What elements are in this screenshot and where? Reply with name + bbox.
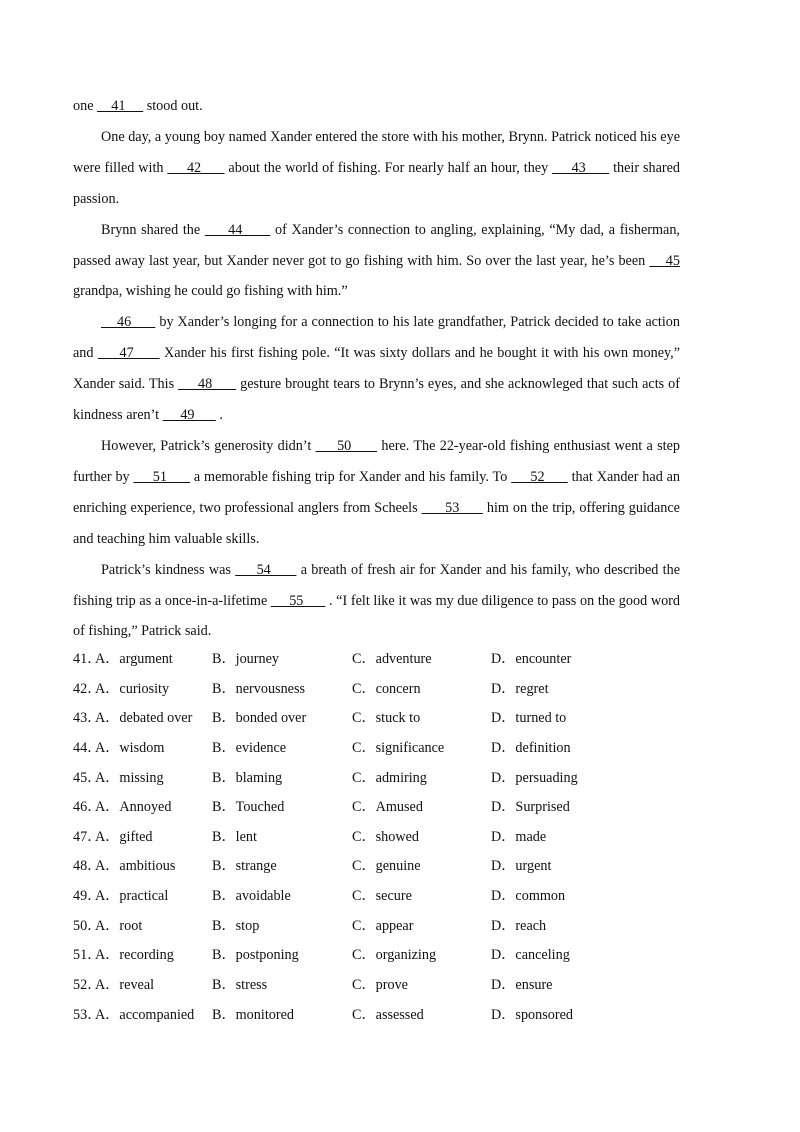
option-c: C．assessed (352, 1006, 424, 1023)
option-c: C．significance (352, 739, 445, 756)
question-number: 46． (73, 799, 102, 816)
question-number: 47． (73, 828, 102, 845)
passage-text: of Xander’s connection to angling, explaining, “My dad, a fisherman, passed away last year, but Xander never got to go fishing with him. So over the last year, he’s been (73, 221, 680, 269)
blank-46: 46 (101, 314, 156, 331)
paragraph-1 (73, 122, 680, 215)
blank-53: 53 (421, 499, 483, 516)
option-a: A．recording (95, 947, 174, 964)
question-number: 52． (73, 976, 102, 993)
option-a: A．gifted (95, 828, 153, 845)
option-a: A．reveal (95, 976, 155, 993)
blank-41: 41 (97, 98, 144, 114)
blank-52: 52 (511, 468, 568, 485)
option-a: A．argument (95, 651, 173, 667)
passage-text: a memorable fishing trip for Xander and his family. To (190, 468, 512, 485)
option-row-46 (73, 793, 693, 823)
option-c: C．organizing (352, 947, 437, 964)
option-row-44 (73, 734, 693, 764)
paragraph-4 (73, 431, 680, 555)
option-c: C．stuck to (352, 710, 421, 727)
option-d: D．sponsored (491, 1006, 573, 1023)
cloze-passage (73, 91, 680, 647)
question-number: 53． (73, 1006, 102, 1023)
option-d: D．ensure (491, 976, 553, 993)
option-a: A．missing (95, 769, 164, 786)
option-d: D．made (491, 828, 547, 845)
question-number: 43． (73, 710, 102, 727)
option-row-53 (73, 1001, 693, 1031)
blank-45: 45 (649, 252, 680, 269)
blank-51: 51 (133, 468, 191, 485)
option-c: C．secure (352, 888, 412, 904)
passage-text: that Xander had an enriching experience, two professional anglers from Scheels (73, 468, 681, 516)
option-b: B．postponing (212, 947, 299, 964)
option-d: D．canceling (491, 947, 570, 964)
option-d: D．persuading (491, 769, 578, 786)
passage-text: their shared passion. (73, 159, 680, 207)
option-d: D．regret (491, 680, 549, 697)
option-d: D．turned to (491, 710, 567, 727)
option-row-41 (73, 645, 693, 675)
option-c: C．adventure (352, 651, 432, 667)
passage-text: Patrick’s kindness was (101, 561, 236, 578)
paragraph-2 (73, 215, 680, 308)
option-b: B．stop (212, 917, 260, 934)
passage-text: by Xander’s longing for a connection to his late grandfather, Patrick decided to take action and (73, 314, 680, 362)
option-b: B．lent (212, 828, 257, 845)
option-row-42 (73, 675, 693, 705)
option-d: D．Surprised (491, 799, 570, 816)
passage-text: stood out. (143, 98, 203, 114)
blank-48: 48 (178, 376, 237, 393)
option-b: B．avoidable (212, 888, 291, 904)
option-row-43 (73, 704, 693, 734)
blank-50: 50 (315, 437, 378, 454)
option-b: B．nervousness (212, 680, 306, 697)
option-a: A．Annoyed (95, 799, 172, 816)
option-c: C．appear (352, 917, 414, 934)
option-c: C．Amused (352, 799, 423, 816)
option-row-47 (73, 823, 693, 853)
option-b: B．Touched (212, 799, 285, 816)
option-c: C．concern (352, 680, 421, 697)
paragraph-continuation (73, 91, 680, 122)
passage-text: gesture brought tears to Brynn’s eyes, and she acknowleged that such acts of kindness aren’t (73, 376, 681, 424)
passage-text: However, Patrick’s generosity didn’t (101, 437, 316, 454)
option-row-48 (73, 852, 693, 882)
paragraph-5 (73, 555, 680, 648)
option-a: A．accompanied (95, 1006, 195, 1023)
option-d: D．encounter (491, 651, 572, 667)
passage-text: about the world of fishing. For nearly half an hour, they (224, 159, 553, 176)
option-row-51 (73, 941, 693, 971)
passage-text: . “I felt like it was my due diligence to pass on the good word of fishing,” Patrick said. (73, 592, 680, 640)
question-number: 49． (73, 888, 102, 904)
blank-54: 54 (235, 561, 297, 578)
option-c: C．showed (352, 828, 419, 845)
paragraph-3 (73, 307, 680, 431)
option-b: B．evidence (212, 739, 287, 756)
option-row-49 (73, 882, 693, 912)
question-number: 42． (73, 680, 102, 697)
passage-text: One day, a young boy named Xander entered the store with his mother, Brynn. Patrick noticed his eye were filled with (73, 128, 680, 176)
question-number: 50． (73, 917, 102, 934)
passage-text: here. The 22-year-old fishing enthusiast went a step further by (73, 437, 681, 485)
passage-text: . (215, 407, 223, 424)
option-d: D．urgent (491, 858, 552, 875)
option-a: A．ambitious (95, 858, 176, 875)
option-b: B．strange (212, 858, 277, 875)
question-number: 48． (73, 858, 102, 875)
blank-47: 47 (97, 345, 160, 362)
passage-text: him on the trip, offering guidance and teaching him valuable skills. (73, 499, 680, 547)
passage-text: Brynn shared the (101, 221, 205, 238)
option-row-50 (73, 912, 693, 942)
option-a: A．wisdom (95, 739, 165, 756)
option-b: B．blaming (212, 769, 283, 786)
option-d: D．common (491, 888, 566, 904)
passage-text: Xander his first fishing pole. “It was sixty dollars and he bought it with his own money,” Xander said. This (73, 345, 681, 393)
option-d: D．reach (491, 917, 547, 934)
option-a: A．debated over (95, 710, 193, 727)
blank-55: 55 (270, 592, 326, 609)
passage-text: grandpa, wishing he could go fishing with him.” (73, 283, 348, 300)
option-a: A．curiosity (95, 680, 170, 697)
option-row-45 (73, 764, 693, 794)
blank-42: 42 (167, 159, 225, 176)
blank-49: 49 (162, 407, 216, 424)
option-b: B．journey (212, 651, 279, 667)
option-b: B．stress (212, 976, 268, 993)
question-number: 51． (73, 947, 102, 964)
option-a: A．practical (95, 888, 169, 904)
answer-options (73, 645, 693, 1030)
passage-text: one (73, 98, 98, 114)
blank-43: 43 (552, 159, 610, 176)
passage-text: a breath of fresh air for Xander and his family, who described the fishing trip as a once-in-a-lifetime (73, 561, 681, 609)
option-b: B．monitored (212, 1006, 294, 1023)
option-row-52 (73, 971, 693, 1001)
option-c: C．admiring (352, 769, 427, 786)
question-number: 44． (73, 739, 102, 756)
question-number: 41． (73, 651, 102, 667)
option-c: C．genuine (352, 858, 421, 875)
option-b: B．bonded over (212, 710, 307, 727)
option-a: A．root (95, 917, 143, 934)
blank-44: 44 (204, 221, 271, 238)
question-number: 45． (73, 769, 102, 786)
option-d: D．definition (491, 739, 571, 756)
option-c: C．prove (352, 976, 408, 993)
